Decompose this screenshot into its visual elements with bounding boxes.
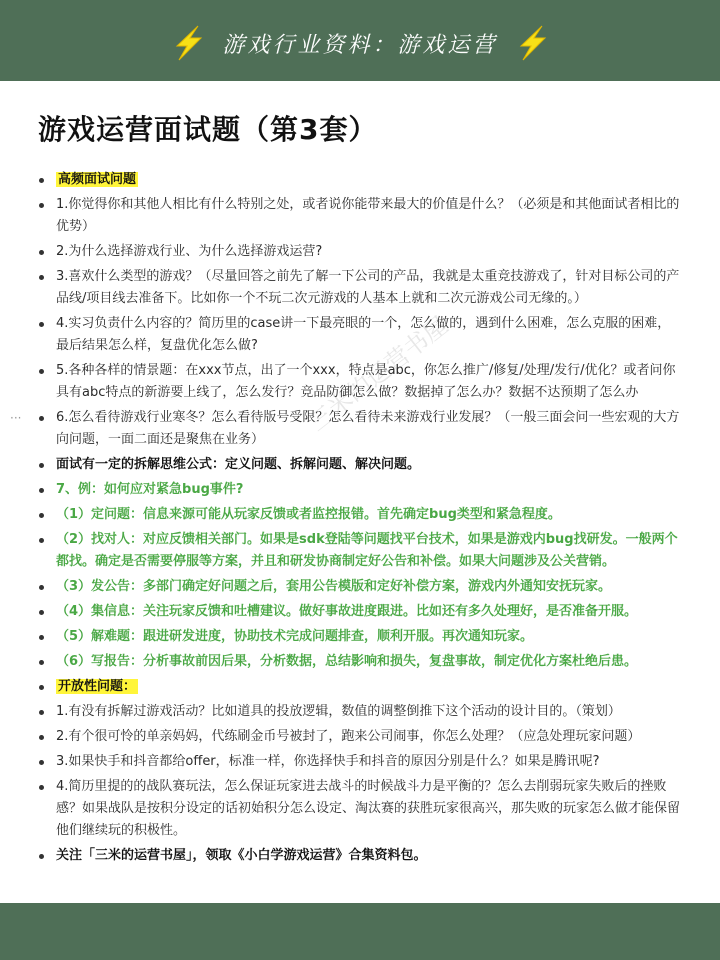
list-item <box>36 601 680 623</box>
list-item <box>36 241 680 263</box>
list-item <box>36 360 680 404</box>
list-item-text: （2）找对人：对应反馈相关部门。如果是sdk登陆等问题找平台技术，如果是游戏内bug找研发。一般两个都找。确定是否需要停服等方案，并且和研发协商制定好公告和补偿。如果大问题涉及公关营销。 <box>56 532 678 569</box>
lightning-bolt-icon <box>168 23 208 63</box>
list-item <box>36 194 680 238</box>
question-list <box>36 169 680 870</box>
list-item-text: 1.你觉得你和其他人相比有什么特别之处，或者说你能带来最大的价值是什么？（必须是和其他面试者相比的优势） <box>56 197 680 234</box>
list-item <box>36 479 680 501</box>
list-item-text: 4.实习负责什么内容的？简历里的case讲一下最亮眼的一个，怎么做的，遇到什么困难，怎么克服的困难，最后结果怎么样，复盘优化怎么做? <box>56 316 671 353</box>
list-item-text: （5）解难题：跟进研发进度，协助技术完成问题排查，顺利开服。再次通知玩家。 <box>56 629 534 644</box>
list-item-text: 面试有一定的拆解思维公式：定义问题、拆解问题、解决问题。 <box>56 457 421 472</box>
list-item-text: 7、例：如何应对紧急bug事件? <box>56 482 244 497</box>
list-item-text: （1）定问题：信息来源可能从玩家反馈或者监控报错。首先确定bug类型和紧急程度。 <box>56 507 561 522</box>
more-dots-icon[interactable]: ··· <box>10 411 22 425</box>
list-item <box>36 529 680 573</box>
lightning-bolt-icon <box>512 23 552 63</box>
bottom-band <box>0 903 720 960</box>
list-item-text: 2.有个很可怜的单亲妈妈，代练刷金币号被封了，跑来公司闹事，你怎么处理？（应急处理玩家问题） <box>56 729 641 744</box>
list-item-text: 3.如果快手和抖音都给offer，标准一样，你选择快手和抖音的原因分别是什么？如果是腾讯呢? <box>56 754 600 769</box>
list-item-text: 3.喜欢什么类型的游戏？（尽量回答之前先了解一下公司的产品，我就是太重竞技游戏了，针对目标公司的产品线/项目线去准备下。比如你一个不玩二次元游戏的人基本上就和二次元游戏公司无缘的。） <box>56 269 680 306</box>
list-item-text: 5.各种各样的情景题：在xxx节点，出了一个xxx，特点是abc，你怎么推广/修复/处理/发行/优化？或者问你具有abc特点的新游要上线了，怎么发行？竞品防御怎么做？数据掉了怎么办？数据不达预期了怎么办 <box>56 363 676 400</box>
list-item-text: （4）集信息：关注玩家反馈和吐槽建议。做好事故进度跟进。比如还有多久处理好，是否准备开服。 <box>56 604 638 619</box>
watermark: 三米的运营书屋 <box>303 311 454 437</box>
list-item-text: 高频面试问题 <box>58 172 137 187</box>
list-item <box>36 407 680 451</box>
list-item <box>36 751 680 773</box>
list-item <box>36 676 680 698</box>
list-item-text: 关注「三米的运营书屋」，领取《小白学游戏运营》合集资料包。 <box>56 848 427 863</box>
banner <box>0 18 720 68</box>
list-item <box>36 726 680 748</box>
list-item-text: 4.简历里提的的战队赛玩法，怎么保证玩家进去战斗的时候战斗力是平衡的？怎么去削弱玩家失败后的挫败感？如果战队是按积分设定的话初始积分怎么设定、淘汰赛的获胜玩家很高兴，那失败的玩家怎么做才能保留他们继续玩的积极性。 <box>56 779 681 838</box>
list-item <box>36 701 680 723</box>
list-item-text: 开放性问题： <box>58 679 137 694</box>
list-item-text: 1.有没有拆解过游戏活动？比如道具的投放逻辑，数值的调整倒推下这个活动的设计目的。（策划） <box>56 704 621 719</box>
list-item <box>36 454 680 476</box>
list-item <box>36 651 680 673</box>
banner-text: 游戏行业资料：游戏运营 <box>222 32 498 58</box>
list-item <box>36 776 680 842</box>
list-item-text: （6）写报告：分析事故前因后果，分析数据，总结影响和损失，复盘事故，制定优化方案杜绝后患。 <box>56 654 638 669</box>
list-item <box>36 313 680 357</box>
list-item-text: （3）发公告：多部门确定好问题之后，套用公告模版和定好补偿方案，游戏内外通知安抚玩家。 <box>56 579 612 594</box>
list-item <box>36 169 680 191</box>
list-item <box>36 266 680 310</box>
list-item <box>36 504 680 526</box>
list-item <box>36 845 680 867</box>
list-item <box>36 576 680 598</box>
page-title: 游戏运营面试题（第3套） <box>38 113 378 146</box>
list-item-text: 6.怎么看待游戏行业寒冬？怎么看待版号受限？怎么看待未来游戏行业发展？（一般三面会问一些宏观的大方向问题，一面二面还是聚焦在业务） <box>56 410 680 447</box>
list-item-text: 2.为什么选择游戏行业、为什么选择游戏运营? <box>56 244 323 259</box>
list-item <box>36 626 680 648</box>
